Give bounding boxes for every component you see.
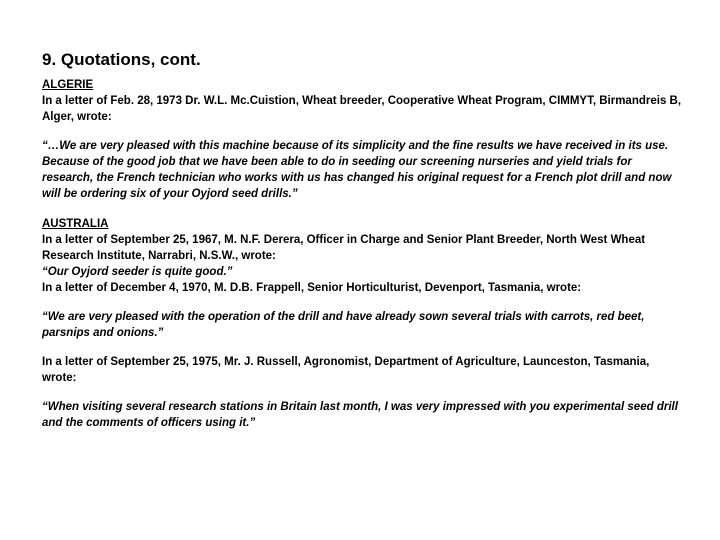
section-heading-algerie: ALGERIE	[42, 79, 94, 91]
australia-letter-intro-3: In a letter of September 25, 1975, Mr. J. Russell, Agronomist, Department of Agriculture, Launceston, Tasmania, wrote:	[42, 356, 650, 384]
australia-letter-intro-2: In a letter of December 4, 1970, M. D.B. Frappell, Senior Horticulturist, Devenport, Tasmania, wrote:	[42, 282, 582, 294]
page-title: 9. Quotations, cont.	[42, 50, 201, 69]
australia-letter-intro-1: In a letter of September 25, 1967, M. N.F. Derera, Officer in Charge and Senior Plant Breeder, North West Wheat Research Institute, Narrabri, N.S.W., wrote:	[42, 234, 646, 262]
algerie-letter-intro: In a letter of Feb. 28, 1973 Dr. W.L. Mc.Cuistion, Wheat breeder, Cooperative Wheat Program, CIMMYT, Birmandreis B, Alger, wrote:	[42, 95, 682, 123]
section-heading-australia: AUSTRALIA	[42, 218, 109, 230]
australia-quote-2: “We are very pleased with the operation of the drill and have already sown several trials with carrots, red beet, parsnips and onions.”	[42, 311, 645, 339]
australia-quote-1: “Our Oyjord seeder is quite good.”	[42, 266, 233, 278]
algerie-quote: “…We are very pleased with this machine because of its simplicity and the fine results we have received in its use. Because of the good job that we have been able to do in seeding our screening nurseries and yield trials for research, the French technician who works with us has changed his original request for a French plot drill and now will be ordering six of your Oyjord seed drills.”	[42, 140, 672, 200]
slide-content	[42, 48, 682, 431]
australia-quote-3: “When visiting several research stations in Britain last month, I was very impressed with you experimental seed drill and the comments of officers using it.”	[42, 401, 678, 429]
